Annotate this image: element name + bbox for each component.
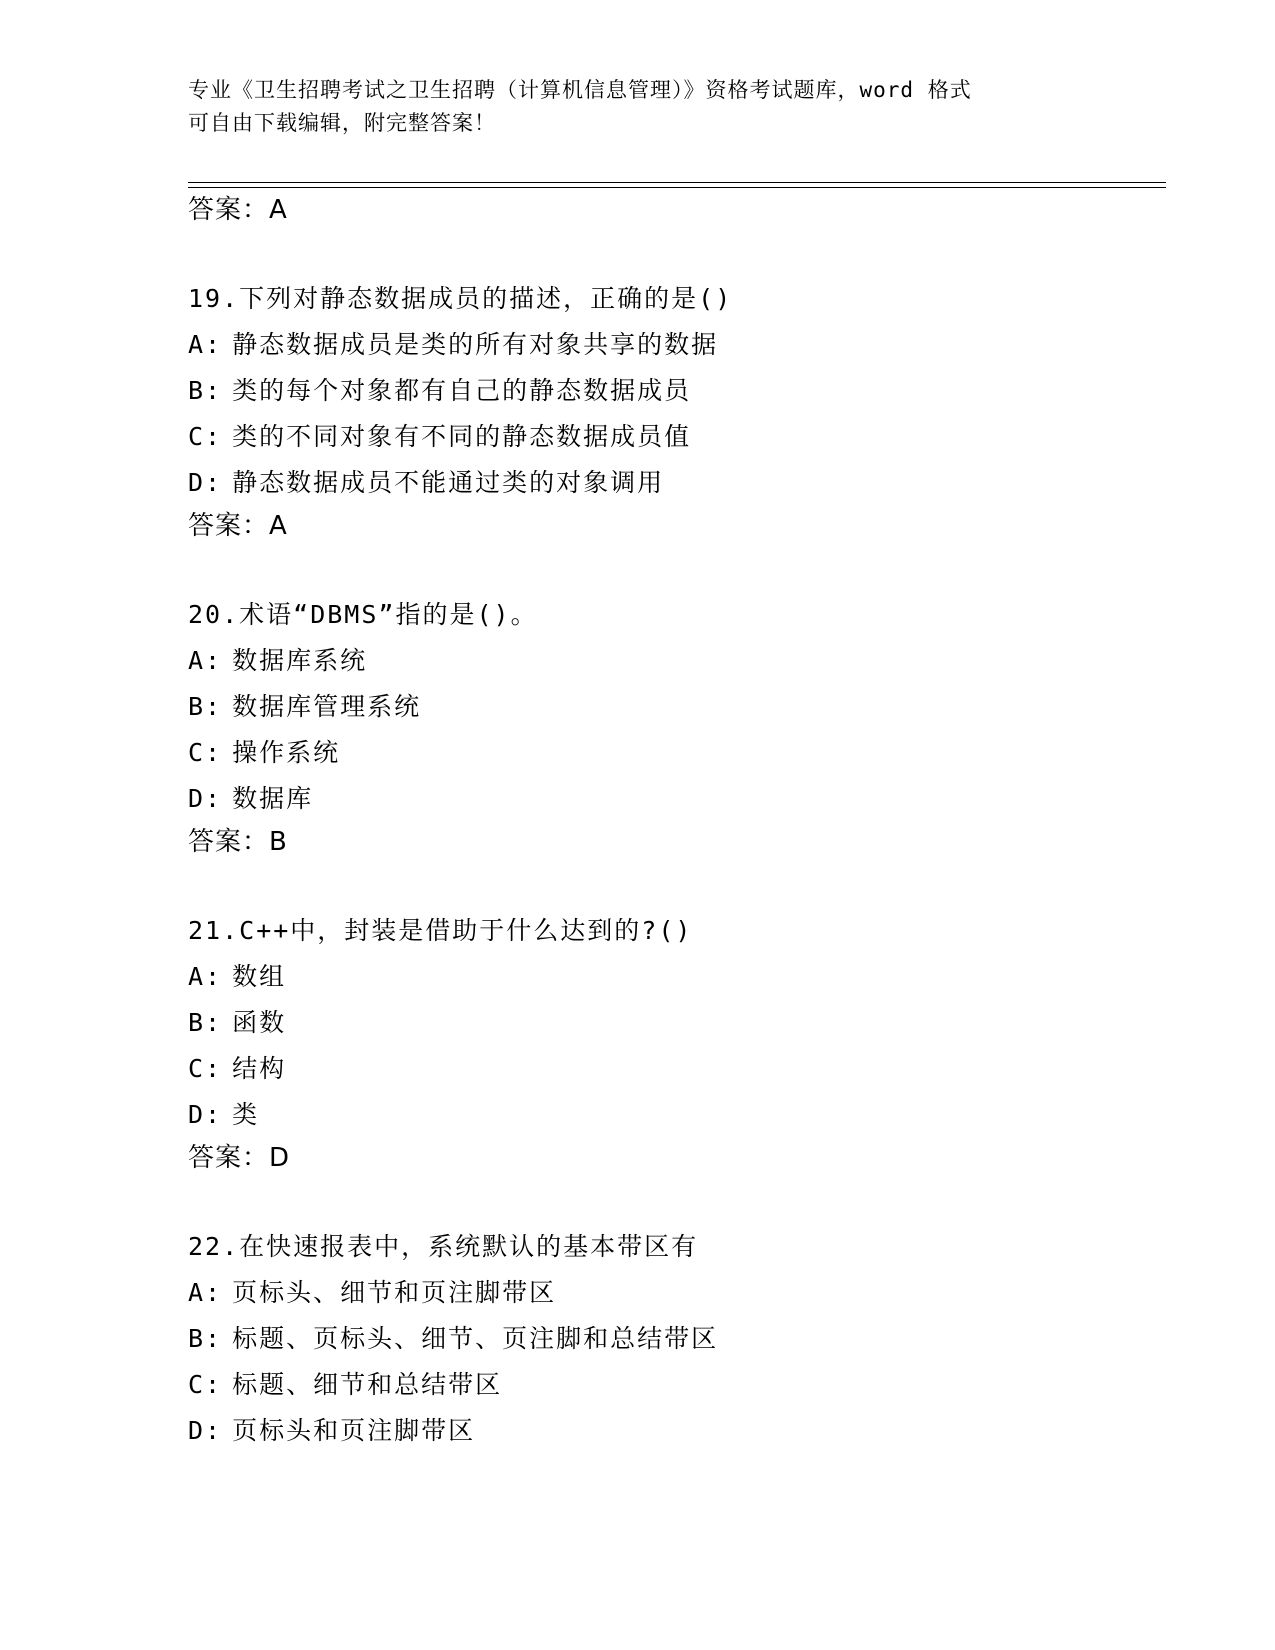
- answer-label: 答案：A: [188, 195, 288, 225]
- option-d: D: 数据库: [188, 784, 314, 813]
- option-a: A: 数组: [188, 962, 287, 991]
- option-d: D: 静态数据成员不能通过类的对象调用: [188, 468, 665, 497]
- option-b: B: 标题、页标头、细节、页注脚和总结带区: [188, 1324, 719, 1353]
- option-d: D: 类: [188, 1100, 260, 1129]
- header-divider-top: [188, 182, 1166, 183]
- question-stem: 21.C++中，封装是借助于什么达到的?(): [188, 916, 693, 945]
- option-c: C: 操作系统: [188, 738, 341, 767]
- question-stem: 19.下列对静态数据成员的描述，正确的是(): [188, 284, 733, 313]
- question-20: [188, 592, 538, 822]
- answer-label: 答案：B: [188, 827, 288, 857]
- option-c: C: 结构: [188, 1054, 287, 1083]
- option-c: C: 类的不同对象有不同的静态数据成员值: [188, 422, 692, 451]
- answer-label: 答案：A: [188, 511, 288, 541]
- question-stem: 20.术语“DBMS”指的是()。: [188, 600, 538, 629]
- option-c: C: 标题、细节和总结带区: [188, 1370, 503, 1399]
- option-b: B: 函数: [188, 1008, 287, 1037]
- question-stem: 22.在快速报表中，系统默认的基本带区有: [188, 1232, 699, 1261]
- option-a: A: 静态数据成员是类的所有对象共享的数据: [188, 330, 719, 359]
- header-line-2: 可自由下载编辑，附完整答案！: [188, 111, 496, 135]
- option-a: A: 数据库系统: [188, 646, 368, 675]
- question-22: [188, 1224, 718, 1454]
- option-b: B: 类的每个对象都有自己的静态数据成员: [188, 376, 692, 405]
- option-a: A: 页标头、细节和页注脚带区: [188, 1278, 557, 1307]
- header-line-1: 专业《卫生招聘考试之卫生招聘（计算机信息管理）》资格考试题库，word 格式: [188, 78, 972, 102]
- question-21: [188, 908, 692, 1138]
- document-header: [188, 74, 1088, 140]
- question-19: [188, 276, 732, 506]
- option-d: D: 页标头和页注脚带区: [188, 1416, 476, 1445]
- answer-label: 答案：D: [188, 1143, 291, 1173]
- option-b: B: 数据库管理系统: [188, 692, 422, 721]
- header-divider-bottom: [188, 187, 1166, 188]
